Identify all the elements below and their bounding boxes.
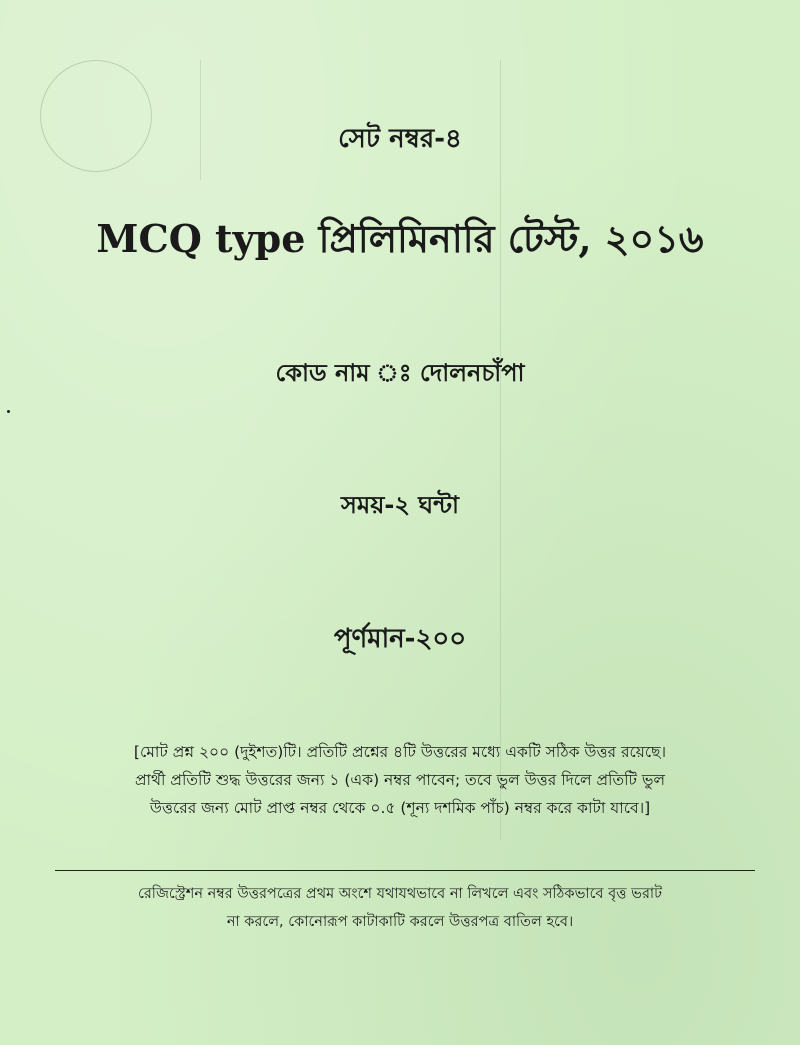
divider-line (55, 870, 755, 871)
instruction-line: উত্তরের জন্য মোট প্রাপ্ত নম্বর থেকে ০.৫ (শূন্য দশমিক পাঁচ) নম্বর করে কাটা যাবে।] (149, 799, 651, 817)
exam-title: MCQ type প্রিলিমিনারি টেস্ট, ২০১৬ (96, 216, 704, 261)
exam-duration: সময়-২ ঘন্টা (341, 491, 459, 519)
show-through-right (500, 60, 741, 840)
code-name: কোড নাম ঃ দোলনচাঁপা (275, 359, 525, 387)
instruction-line: [মোট প্রশ্ন ২০০ (দুইশত)টি। প্রতিটি প্রশ্নের ৪টি উত্তরের মধ্যে একটি সঠিক উত্তর রয়েছে। (133, 743, 667, 761)
instructions-block (60, 738, 740, 822)
warning-line: না করলে, কোনোরূপ কাটাকাটি করলে উত্তরপত্র বাতিল হবে। (226, 914, 574, 930)
warning-line: রেজিস্ট্রেশন নম্বর উত্তরপত্রের প্রথম অংশে যথাযথভাবে না লিখলে এবং সঠিকভাবে বৃত্ত ভরাট (137, 886, 663, 902)
instruction-line: প্রার্থী প্রতিটি শুদ্ধ উত্তরের জন্য ১ (এক) নম্বর পাবেন; তবে ভুল উত্তর দিলে প্রতিটি ভুল (134, 771, 666, 789)
set-number: সেট নম্বর-৪ (338, 124, 462, 154)
ink-dot (7, 410, 10, 413)
warning-block (50, 880, 750, 936)
full-marks: পূর্ণমান-২০০ (333, 624, 467, 654)
